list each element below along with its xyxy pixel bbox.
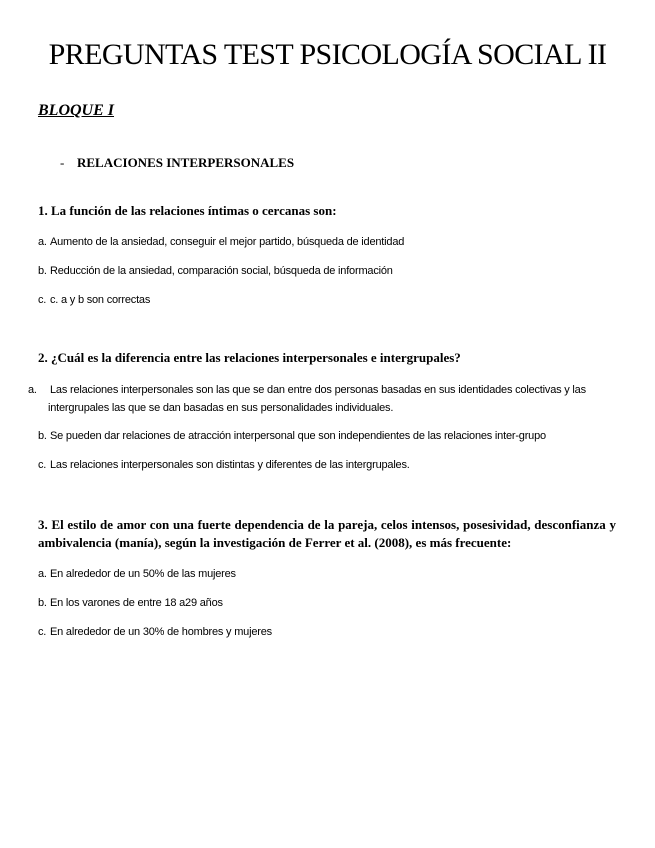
option-letter: b. <box>38 597 47 609</box>
option-letter: c. <box>38 294 47 306</box>
question-2-option-b <box>38 427 618 445</box>
question-2: 2. ¿Cuál es la diferencia entre las relaciones interpersonales e intergrupales? <box>38 350 461 365</box>
option-letter: a. <box>28 384 37 396</box>
page-title: PREGUNTAS TEST PSICOLOGÍA SOCIAL II <box>48 38 607 71</box>
section-bullet: - <box>60 155 65 170</box>
section-label: RELACIONES INTERPERSONALES <box>77 155 295 170</box>
question-3-option-b <box>38 594 618 612</box>
question-3-option-a <box>38 565 618 583</box>
option-text: En alrededor de un 50% de las mujeres <box>50 568 236 580</box>
option-text: Aumento de la ansiedad, conseguir el mejor partido, búsqueda de identidad <box>50 236 405 248</box>
option-text: Se pueden dar relaciones de atracción interpersonal que son independientes de las relaciones inter-grupo <box>50 430 546 442</box>
block-heading: BLOQUE I <box>38 102 115 119</box>
option-letter: a. <box>38 236 47 248</box>
option-text: c. a y b son correctas <box>50 294 151 306</box>
option-letter: b. <box>38 430 47 442</box>
question-1-option-c <box>38 291 618 309</box>
question-1: 1. La función de las relaciones íntimas o cercanas son: <box>38 203 337 218</box>
question-2-option-c <box>38 456 618 474</box>
option-text: Reducción de la ansiedad, comparación social, búsqueda de información <box>50 265 393 277</box>
option-text: En los varones de entre 18 a29 años <box>50 597 223 609</box>
option-letter: c. <box>38 459 47 471</box>
option-text: Las relaciones interpersonales son distintas y diferentes de las intergrupales. <box>50 459 410 471</box>
question-2-option-a <box>28 381 620 417</box>
option-letter: b. <box>38 265 47 277</box>
option-letter: c. <box>38 626 47 638</box>
option-letter: a. <box>38 568 47 580</box>
option-text: Las relaciones interpersonales son las que se dan entre dos personas basadas en sus identidades colectivas y las intergrupales las que se dan basadas en sus personalidades individuales. <box>48 384 586 414</box>
question-1-option-b <box>38 262 618 280</box>
question-1-option-a <box>38 233 618 251</box>
question-3: 3. El estilo de amor con una fuerte dependencia de la pareja, celos intensos, posesividad, desconfianza y ambivalencia (manía), según la investigación de Ferrer et al. (2008), es más frecuente: <box>38 517 616 550</box>
option-text: En alrededor de un 30% de hombres y mujeres <box>50 626 272 638</box>
question-3-option-c <box>38 623 618 641</box>
section-heading <box>60 155 294 171</box>
